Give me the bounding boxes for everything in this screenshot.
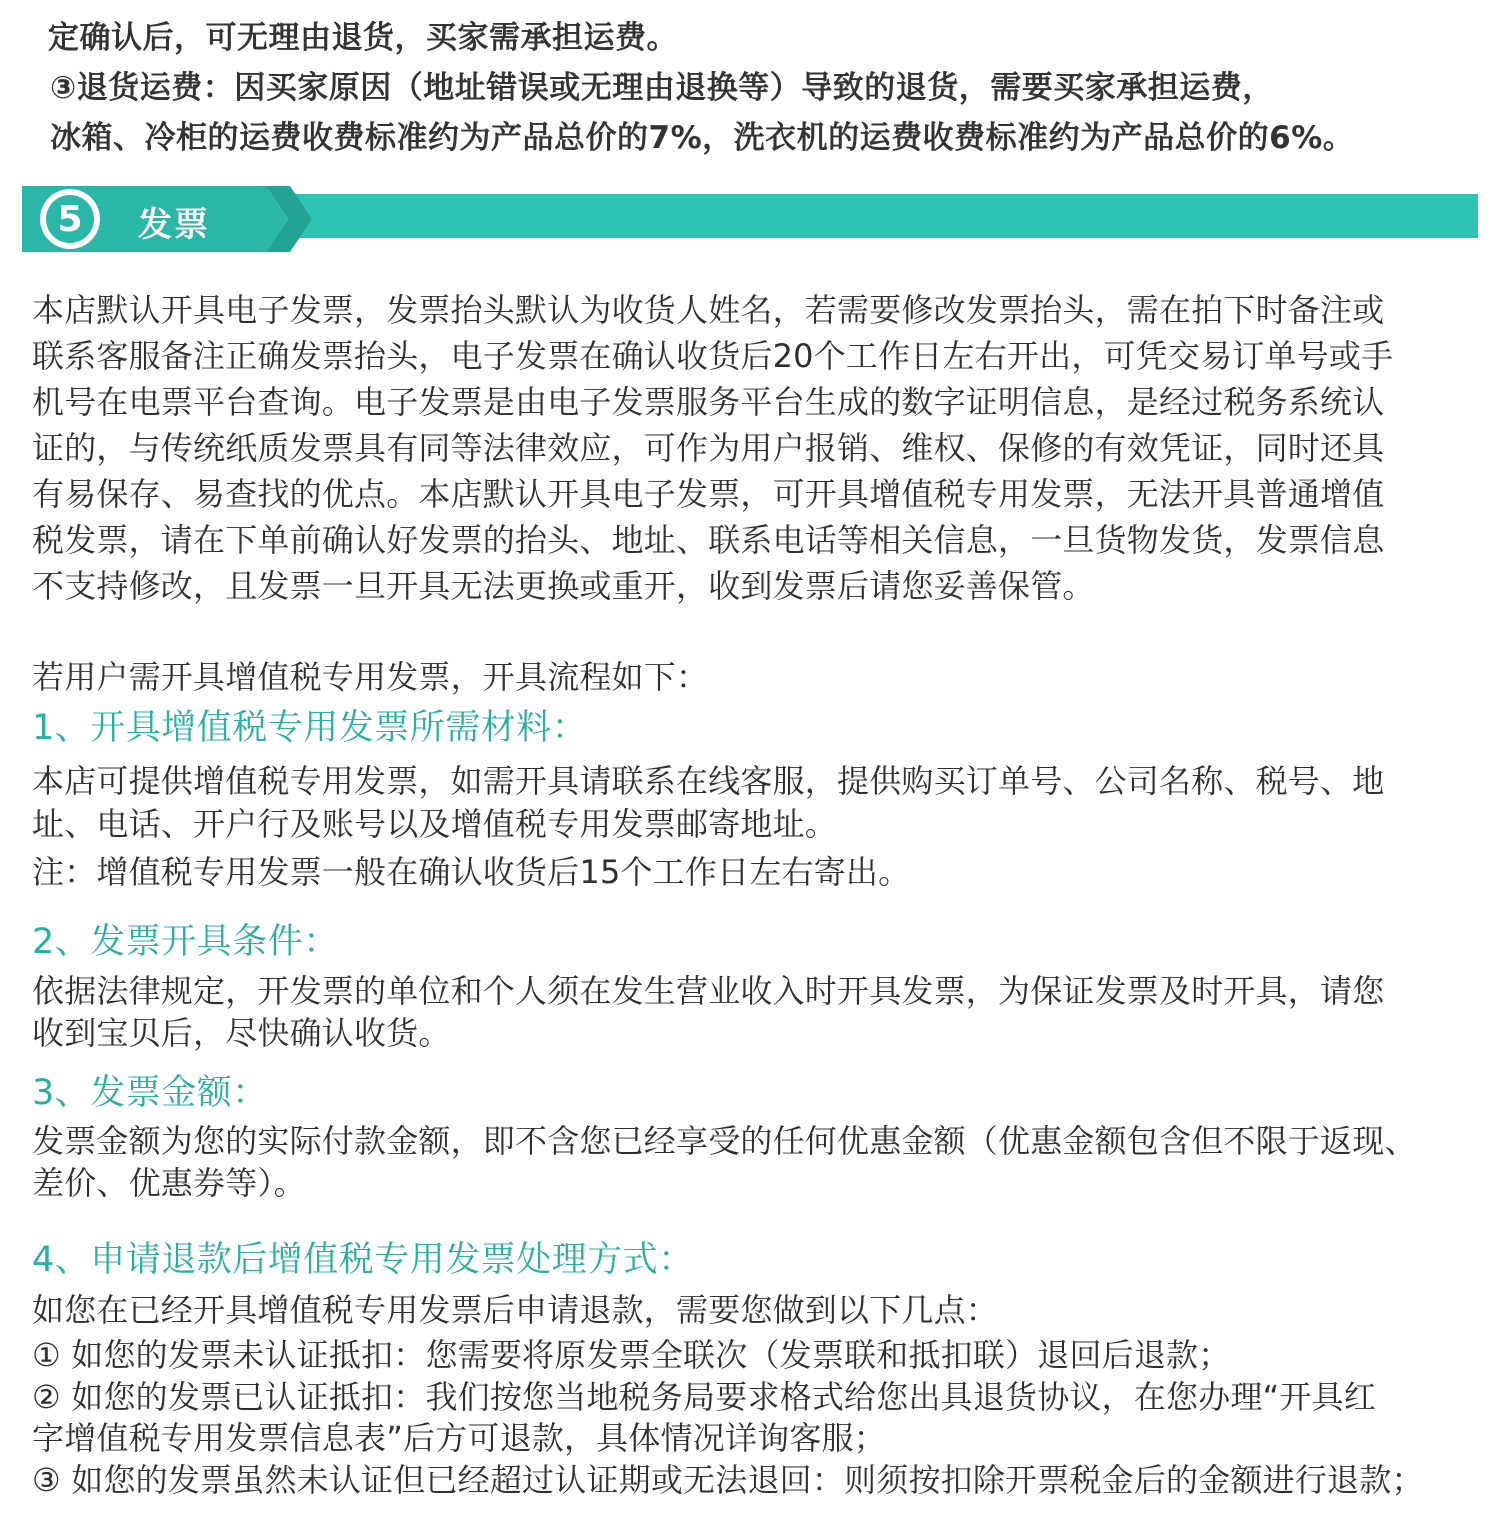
- banner-stripe: [290, 194, 1478, 238]
- item-note: 注：增值税专用发票一般在确认收货后15个工作日左右寄出。: [32, 853, 911, 891]
- item-line: 如您在已经开具增值税专用发票后申请退款，需要您做到以下几点：: [32, 1291, 999, 1329]
- item-line: ② 如您的发票已认证抵扣：我们按您当地税务局要求格式给您出具退货协议，在您办理“开具红: [32, 1378, 1377, 1416]
- item-heading-materials: 1、开具增值税专用发票所需材料：: [32, 708, 588, 748]
- item-line: 依据法律规定，开发票的单位和个人须在发生营业收入时开具发票，为保证发票及时开具，请您: [32, 972, 1385, 1010]
- item-line: 字增值税专用发票信息表”后方可退款，具体情况详询客服；: [32, 1419, 886, 1457]
- paragraph-line: 机号在电票平台查询。电子发票是由电子发票服务平台生成的数字证明信息，是经过税务系统认: [32, 383, 1385, 421]
- item-line: 本店可提供增值税专用发票，如需开具请联系在线客服，提供购买订单号、公司名称、税号、地: [32, 762, 1385, 800]
- item-line: 发票金额为您的实际付款金额，即不含您已经享受的任何优惠金额（优惠金额包含但不限于返现、: [32, 1122, 1417, 1160]
- item-heading-conditions: 2、发票开具条件：: [32, 922, 339, 962]
- item-line: ① 如您的发票未认证抵扣：您需要将原发票全联次（发票联和抵扣联）退回后退款；: [32, 1336, 1231, 1374]
- section-banner-invoice: [22, 186, 1478, 252]
- item-heading-amount: 3、发票金额：: [32, 1073, 268, 1113]
- paragraph-line: 税发票，请在下单前确认好发票的抬头、地址、联系电话等相关信息，一旦货物发货，发票信息: [32, 521, 1385, 559]
- paragraph-line: 联系客服备注正确发票抬头，电子发票在确认收货后20个工作日左右开出，可凭交易订单号或手: [32, 337, 1394, 375]
- return-shipping-line: ③退货运费：因买家原因（地址错误或无理由退换等）导致的退货，需要买家承担运费，: [50, 70, 1274, 106]
- section-title: 发票: [138, 205, 210, 245]
- return-policy-line: 定确认后，可无理由退货，买家需承担运费。: [48, 20, 678, 56]
- item-line: ③ 如您的发票虽然未认证但已经超过认证期或无法退回：则须按扣除开票税金后的金额进行退款；: [32, 1461, 1424, 1499]
- section-number-badge: [40, 189, 100, 249]
- paragraph-line: 有易保存、易查找的优点。本店默认开具电子发票，可开具增值税专用发票，无法开具普通增值: [32, 475, 1385, 513]
- item-line: 址、电话、开户行及账号以及增值税专用发票邮寄地址。: [32, 805, 838, 843]
- item-line: 差价、优惠券等）。: [32, 1164, 306, 1202]
- process-intro: 若用户需开具增值税专用发票，开具流程如下：: [32, 658, 709, 696]
- paragraph-line: 不支持修改，且发票一旦开具无法更换或重开，收到发票后请您妥善保管。: [32, 567, 1095, 605]
- section-number: 5: [46, 195, 94, 243]
- paragraph-line: 证的，与传统纸质发票具有同等法律效应，可作为用户报销、维权、保修的有效凭证，同时还具: [32, 429, 1385, 467]
- item-line: 收到宝贝后，尽快确认收货。: [32, 1014, 451, 1052]
- item-heading-refund: 4、申请退款后增值税专用发票处理方式：: [32, 1240, 694, 1280]
- paragraph-line: 本店默认开具电子发票，发票抬头默认为收货人姓名，若需要修改发票抬头，需在拍下时备注或: [32, 291, 1385, 329]
- shipping-fee-standard-line: 冰箱、冷柜的运费收费标准约为产品总价的7%，洗衣机的运费收费标准约为产品总价的6%。: [50, 120, 1355, 156]
